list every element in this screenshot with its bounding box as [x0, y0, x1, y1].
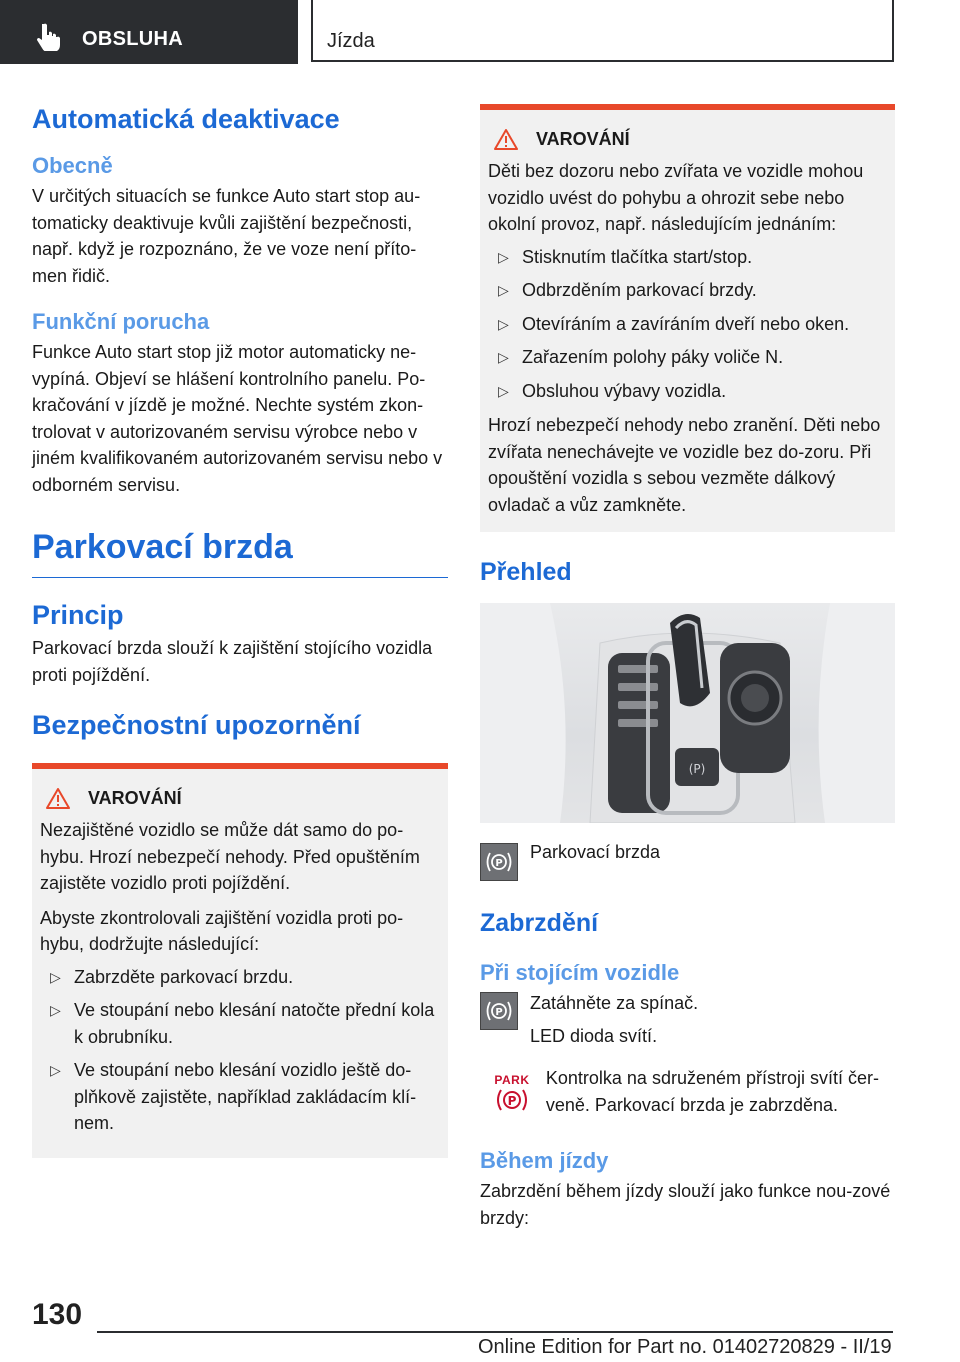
- icon-row-zatahnete: [480, 992, 895, 1049]
- list-item-text: Stisknutím tlačítka start/stop.: [522, 246, 753, 267]
- warning-title: [46, 787, 440, 809]
- footer-rule: [97, 1331, 893, 1333]
- heading-parkovaci-brzda: Parkovací brzda: [32, 528, 293, 566]
- center-console-photo: [480, 603, 895, 823]
- paragraph-led: LED dioda svítí.: [530, 1025, 658, 1046]
- warning-paragraph-1: Děti bez dozoru nebo zvířata ve vozidle mohou vozidlo uvést do pohybu a ohrozit sebe nebo okolní provoz, např. následujícím jednáním:: [488, 161, 864, 234]
- left-column: [32, 100, 448, 1158]
- warning-paragraph-1: Nezajištěné vozidlo se může dát samo do po‐hybu. Hrozí nebezpečí nehody. Před opuštěním zajistěte vozidlo proti pojíždění.: [40, 820, 420, 893]
- heading-obecne: Obecně: [32, 153, 113, 178]
- bullet-arrow-icon: ▷: [498, 248, 509, 265]
- paragraph-porucha: Funkce Auto start stop již motor automaticky ne‐vypíná. Objeví se hlášení kontrolního panelu. Po‐kračování v jízdě je možné. Nechte systém zkon‐trolovat v autorizovaném servisu výrobce nebo v jiném kvalifikovaném autorizovaném servisu nebo v odborném servisu.: [32, 342, 443, 495]
- list-item: [40, 997, 440, 1050]
- footer-edition: Online Edition for Part no. 01402720829 - II/19: [478, 1336, 892, 1358]
- list-item-text: Ve stoupání nebo klesání vozidlo ještě do‐plňkově zajistěte, například zakládacím klí‐nem.: [74, 1060, 417, 1133]
- warning-box-left: [32, 763, 448, 1158]
- list-item: [488, 244, 887, 271]
- warning-title-text: VAROVÁNÍ: [536, 128, 630, 149]
- heading-princip: Princip: [32, 600, 124, 630]
- list-item: [488, 344, 887, 371]
- section-title: Jízda: [327, 30, 375, 52]
- bullet-arrow-icon: ▷: [50, 1062, 61, 1078]
- warning-triangle-icon: [494, 128, 518, 150]
- icon-caption: Parkovací brzda: [530, 842, 661, 862]
- icon-row-parkovaci-brzda: [480, 843, 895, 881]
- list-item-text: Zařazením polohy páky voliče N.: [522, 347, 784, 367]
- svg-text:P: P: [507, 1094, 517, 1108]
- warning-paragraph-2: Abyste zkontrolovali zajištění vozidla proti po‐hybu, dodržujte následující:: [40, 907, 404, 954]
- svg-text:P: P: [495, 1007, 503, 1018]
- warning-list: [40, 964, 440, 1137]
- heading-prehled: Přehled: [480, 558, 572, 586]
- bullet-arrow-icon: ▷: [498, 315, 509, 332]
- bullet-arrow-icon: ▷: [498, 282, 509, 298]
- list-item-text: Zabrzděte parkovací brzdu.: [74, 966, 294, 987]
- park-indicator-icon: [486, 1063, 538, 1112]
- warning-title: [494, 128, 887, 150]
- heading-pri-stojicim-vozidle: Při stojícím vozidle: [480, 960, 680, 985]
- paragraph-behem: Zabrzdění během jízdy slouží jako funkce nou‐zové brzdy:: [480, 1181, 891, 1228]
- list-item-text: Ve stoupání nebo klesání natočte přední kola k obrubníku.: [74, 1000, 435, 1047]
- paragraph-obecne: V určitých situacích se funkce Auto start stop au‐tomaticky deaktivuje kvůli zajištění bezpečnosti, např. když je rozpoznáno, že ve voze není příto‐men řidič.: [32, 186, 421, 286]
- heading-rule: [32, 577, 448, 578]
- warning-title-text: VAROVÁNÍ: [88, 787, 182, 808]
- warning-list: [488, 244, 887, 405]
- heading-zabrzdeni: Zabrzdění: [480, 909, 599, 937]
- paragraph-princip: Parkovací brzda slouží k zajištění stojícího vozidla proti pojíždění.: [32, 638, 433, 685]
- list-item: [40, 964, 440, 991]
- bullet-arrow-icon: ▷: [50, 1002, 61, 1018]
- section-tab: [0, 0, 298, 64]
- section-tab-label: OBSLUHA: [82, 28, 183, 50]
- section-title-box: [311, 0, 894, 62]
- list-item-text: Otevíráním a zavíráním dveří nebo oken.: [522, 313, 850, 334]
- instructions: [530, 990, 698, 1049]
- parking-brake-icon: [480, 992, 518, 1030]
- park-indicator-label: PARK: [494, 1073, 530, 1087]
- parking-brake-icon: [480, 843, 518, 881]
- bullet-arrow-icon: ▷: [498, 382, 509, 399]
- heading-automaticka-deaktivace: Automatická deaktivace: [32, 104, 340, 134]
- right-column: [480, 104, 895, 1231]
- list-item: [488, 378, 887, 405]
- hand-pointer-icon: [36, 23, 62, 51]
- paragraph-kontrolka: Kontrolka na sdruženém přístroji svítí čer‐veně. Parkovací brzda je zabrzděna.: [545, 1068, 879, 1115]
- svg-text:(P): (P): [688, 762, 706, 776]
- warning-paragraph-2: Hrozí nebezpečí nehody nebo zranění. Děti nebo zvířata nenechávejte ve vozidle bez do‐zoru. Při opouštění vozidla s sebou vezměte dálkový ovladač a vůz zamkněte.: [488, 415, 881, 515]
- bullet-arrow-icon: ▷: [498, 349, 509, 365]
- page-number: 130: [32, 1298, 83, 1331]
- list-item-text: Obsluhou výbavy vozidla.: [522, 380, 727, 401]
- heading-funkcni-porucha: Funkční porucha: [32, 309, 210, 334]
- list-item-text: Odbrzděním parkovací brzdy.: [522, 280, 757, 300]
- svg-text:P: P: [495, 858, 503, 869]
- heading-behem-jizdy: Během jízdy: [480, 1148, 609, 1173]
- center-console-illustration: [480, 603, 895, 823]
- paragraph-zatahnete: Zatáhněte za spínač.: [530, 993, 699, 1013]
- warning-box-right: [480, 104, 895, 532]
- list-item: [488, 277, 887, 304]
- warning-triangle-icon: [46, 787, 70, 809]
- list-item: [40, 1057, 440, 1137]
- icon-row-kontrolka: [480, 1063, 895, 1118]
- heading-bezpecnostni-upozorneni: Bezpečnostní upozornění: [32, 710, 361, 740]
- list-item: [488, 311, 887, 338]
- bullet-arrow-icon: ▷: [50, 968, 61, 985]
